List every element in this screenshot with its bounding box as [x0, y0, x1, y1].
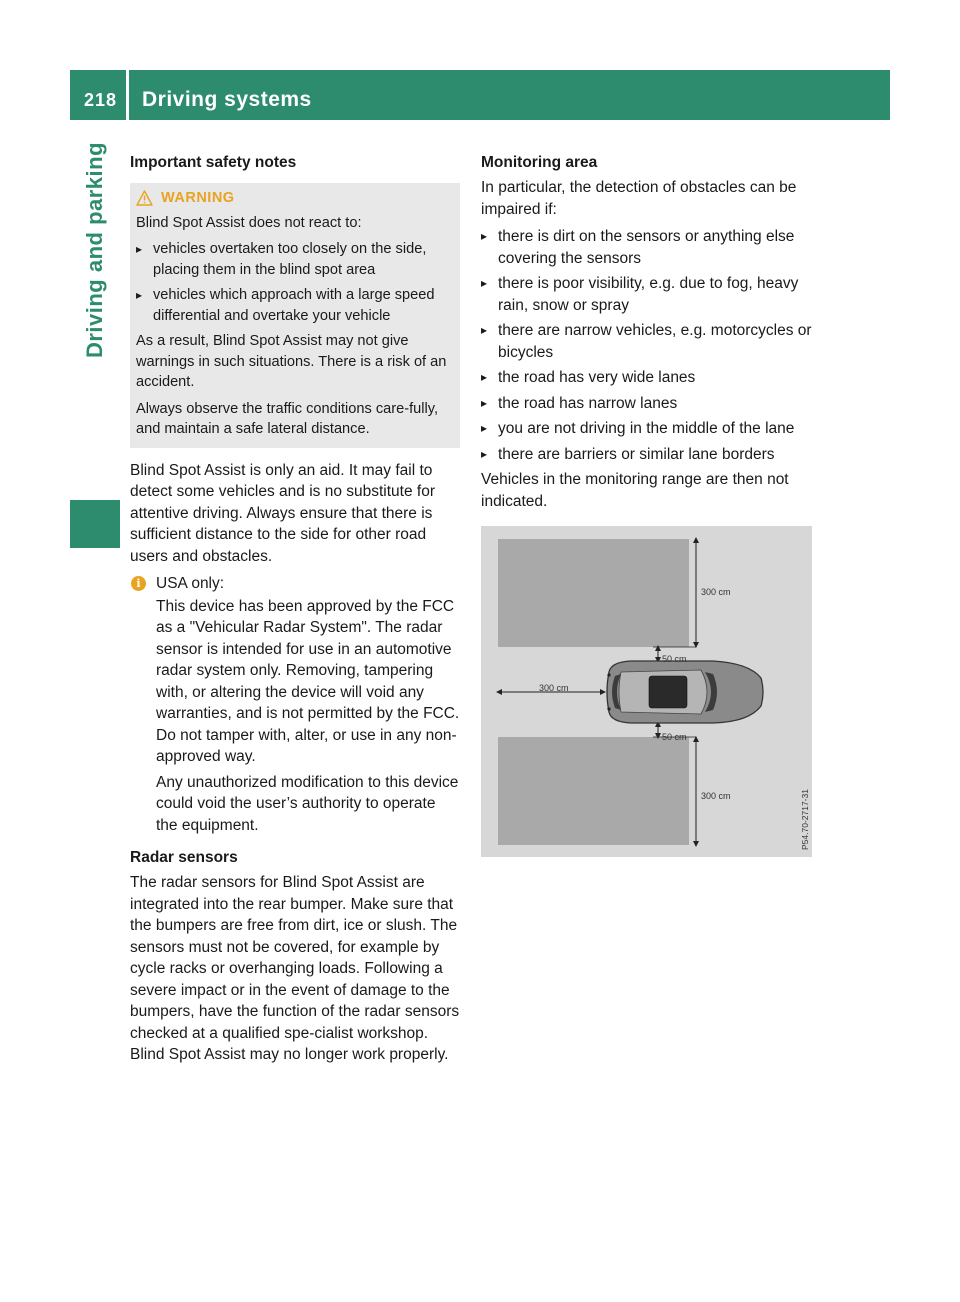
warning-advice-text: Always observe the traffic conditions care-fully, and maintain a safe lateral distance.: [136, 400, 439, 437]
info-fcc-text: This device has been approved by the FCC as a "Vehicular Radar System". The radar sensor is intended for use in an automotive radar system only. Removing, tampering with, or altering the device will void any warranties, and is not permitted by the FCC. Do not tamper with, alter, or use in any non-approved way.: [156, 597, 460, 765]
conclusion-text: Vehicles in the monitoring range are then not indicated.: [481, 471, 789, 510]
upper-gap-label: 50 cm: [662, 654, 687, 664]
condition-item: ▸ there is poor visibility, e.g. due to fog, heavy rain, snow or spray: [481, 273, 813, 316]
left-column: [130, 150, 460, 1072]
page-number: 218: [84, 90, 118, 110]
warning-title: WARNING: [161, 190, 235, 206]
header-divider: [126, 70, 129, 120]
side-tab-label: [70, 120, 120, 380]
condition-item: ▸ there are narrow vehicles, e.g. motorcycles or bicycles: [481, 320, 813, 363]
warning-intro: Blind Spot Assist does not react to:: [136, 214, 362, 231]
radar-heading: Radar sensors: [130, 849, 238, 866]
lower-length-label: 300 cm: [701, 791, 731, 801]
safety-heading: Important safety notes: [130, 154, 297, 171]
condition-item: ▸ the road has very wide lanes: [481, 367, 813, 389]
info-icon: i: [131, 576, 146, 591]
condition-item: ▸ the road has narrow lanes: [481, 393, 813, 415]
figure-code: P54.70-2717-31: [800, 789, 810, 850]
warning-box: [130, 183, 460, 448]
condition-item: ▸ you are not driving in the middle of the lane: [481, 418, 813, 440]
warning-header: [136, 188, 454, 209]
condition-item: ▸ there is dirt on the sensors or anything else covering the sensors: [481, 226, 813, 269]
monitoring-area-diagram: [481, 526, 812, 857]
side-tab-text: Driving and parking: [82, 141, 107, 359]
info-modification-text: Any unauthorized modification to this device could void the user’s authority to operate the equipment.: [156, 773, 459, 834]
side-tab-marker: [70, 500, 120, 548]
warning-list-item: ▸ vehicles which approach with a large speed differential and overtake your vehicle: [136, 285, 454, 326]
aid-paragraph: Blind Spot Assist is only an aid. It may fail to detect some vehicles and is no substitute for attentive driving. Always ensure that there is sufficient distance to the side for other road users and obstacles.: [130, 461, 435, 565]
info-note: [130, 573, 460, 837]
condition-item: ▸ there are barriers or similar lane borders: [481, 444, 813, 466]
lower-gap-label: 50 cm: [662, 732, 687, 742]
warning-list: [136, 239, 454, 326]
warning-list-item: ▸ vehicles overtaken too closely on the side, placing them in the blind spot area: [136, 239, 454, 280]
upper-length-label: 300 cm: [701, 587, 731, 597]
page-number-box: [70, 70, 126, 120]
info-title: USA only:: [156, 575, 225, 592]
monitoring-intro: In particular, the detection of obstacles can be impaired if:: [481, 179, 797, 218]
monitoring-heading: Monitoring area: [481, 154, 598, 171]
dimension-lines: [481, 526, 812, 857]
rear-length-label: 300 cm: [539, 683, 569, 693]
warning-risk-text: As a result, Blind Spot Assist may not give warnings in such situations. There is a risk of an accident.: [136, 333, 447, 390]
info-body: [156, 573, 460, 837]
warning-triangle-icon: [136, 190, 153, 206]
section-title: Driving systems: [142, 88, 312, 111]
conditions-list: [481, 226, 813, 465]
radar-paragraph: The radar sensors for Blind Spot Assist are integrated into the rear bumper. Make sure that the bumpers are free from dirt, ice or slush. The sensors must not be covered, for example by cycle racks or overhanging loads. Following a severe impact or in the event of damage to the bumpers, have the function of the radar sensors checked at a qualified spe-cialist workshop. Blind Spot Assist may no longer work properly.: [130, 874, 460, 1063]
right-column: [481, 150, 813, 857]
